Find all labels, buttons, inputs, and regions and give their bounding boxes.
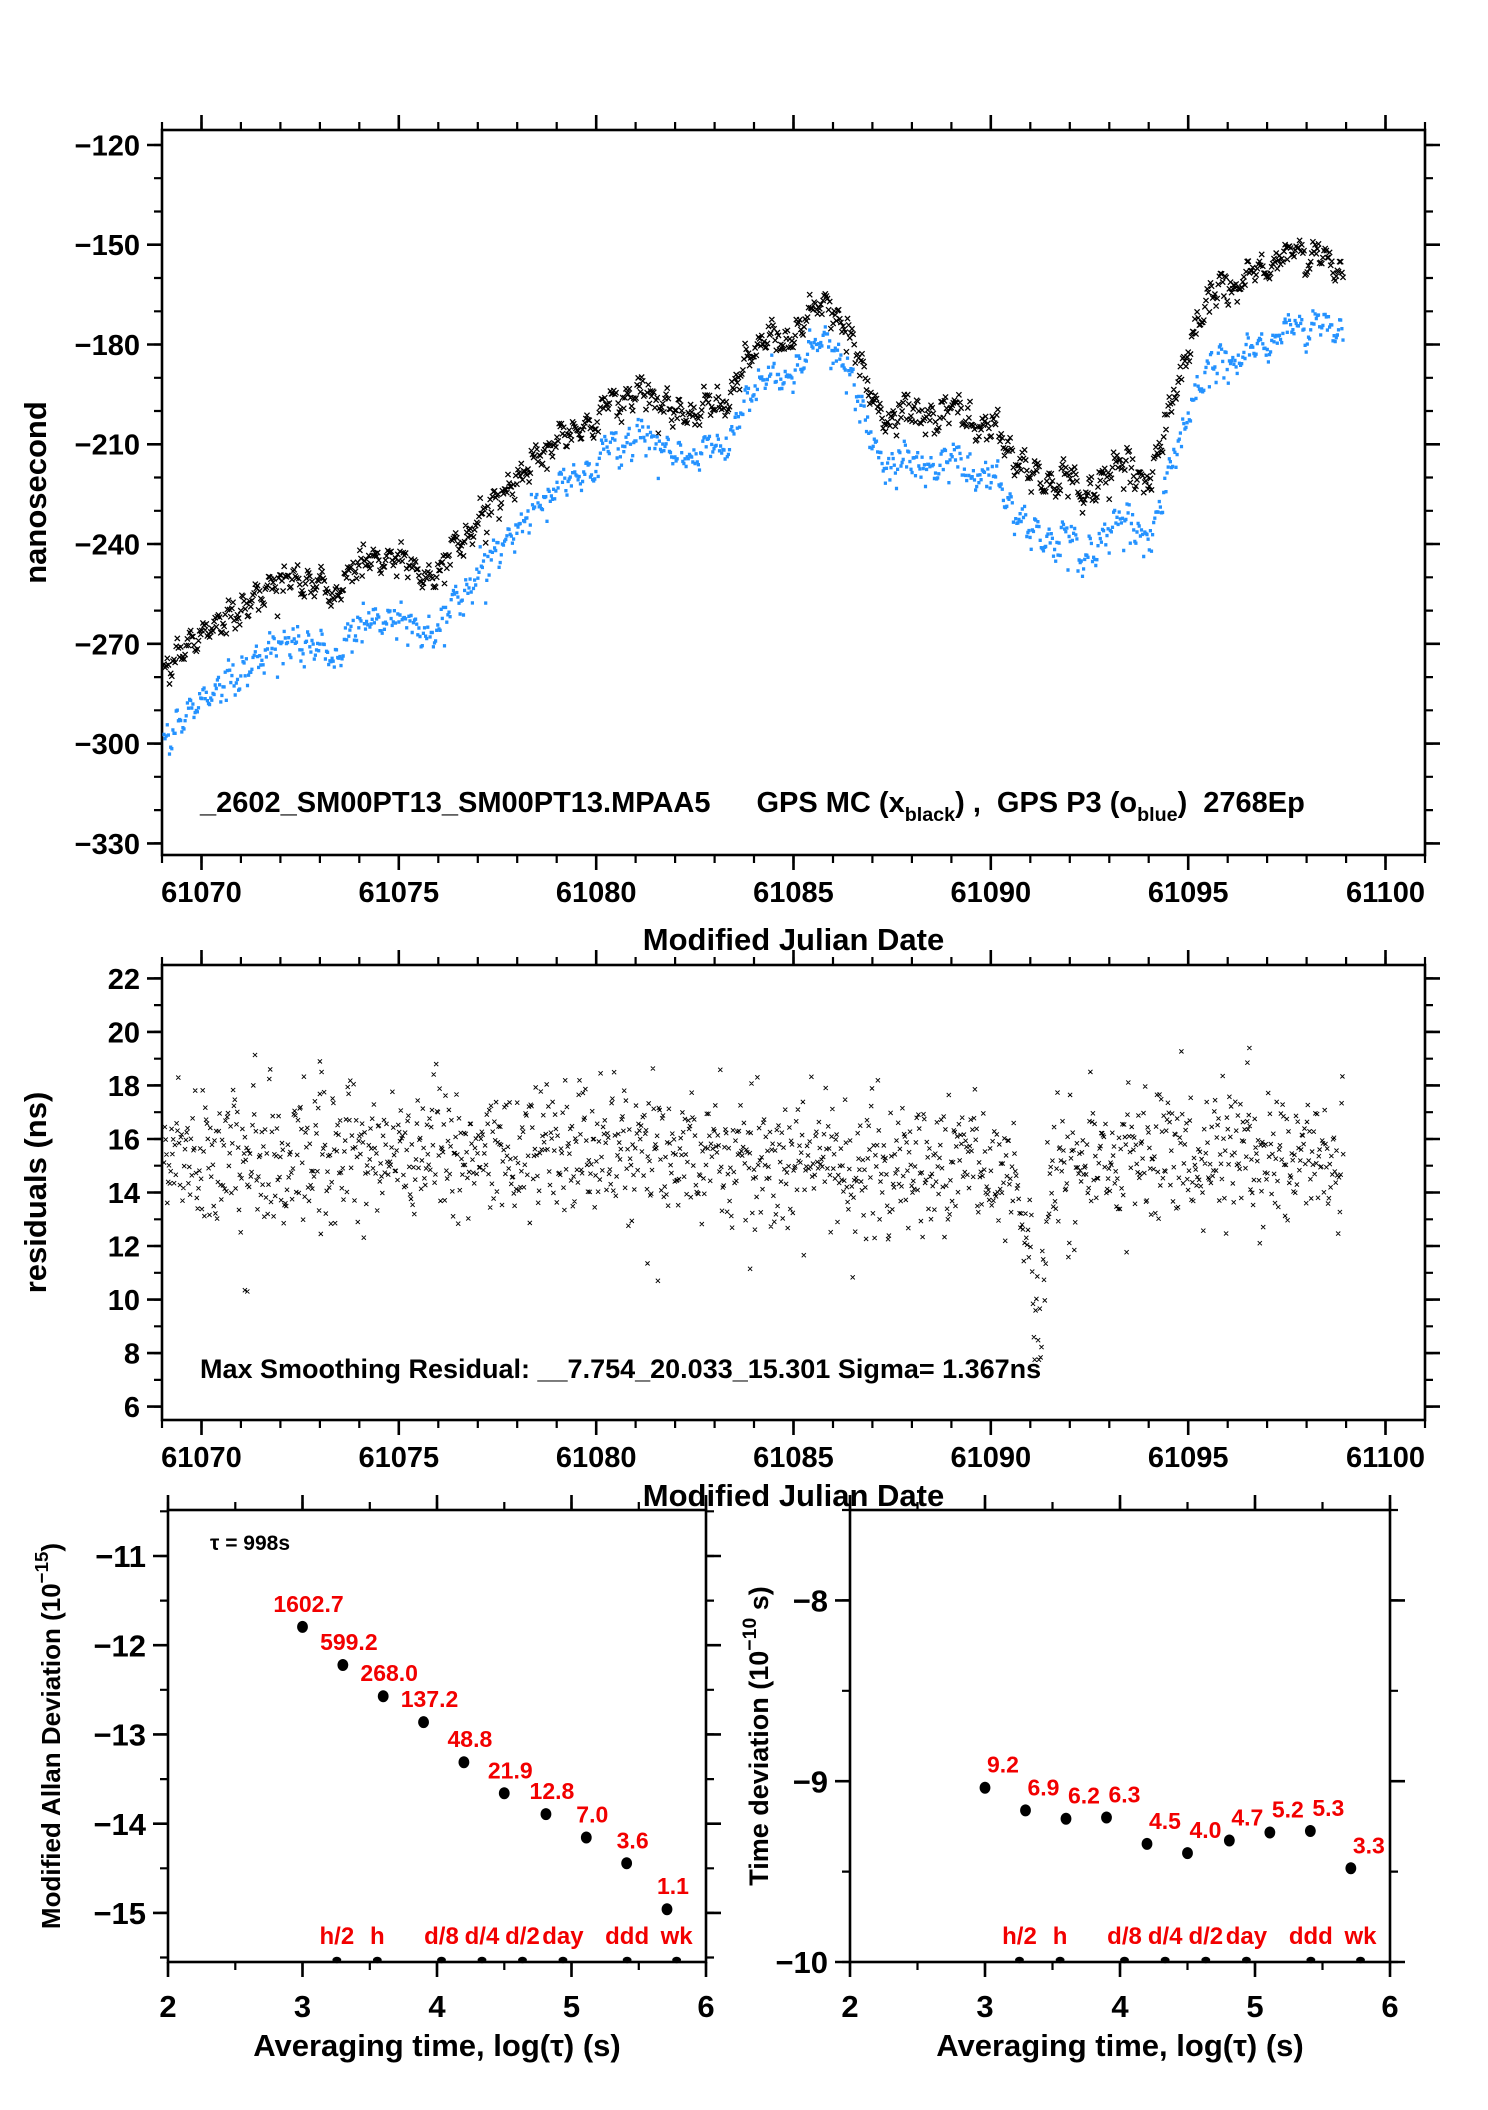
mdev-minor-ticks: [160, 1502, 714, 1970]
tdev-point: [1142, 1838, 1153, 1850]
tdev-point-label: 6.3: [1108, 1781, 1141, 1808]
time-marker-label: wk: [660, 1923, 693, 1950]
phase-minor-ticks: [154, 122, 1433, 863]
time-marker-dot: [478, 1957, 487, 1963]
time-marker-label: d/4: [464, 1923, 500, 1950]
tdev-point-label: 6.9: [1027, 1774, 1060, 1801]
tdev-minor-ticks: [842, 1502, 1398, 1970]
time-marker-label: d/4: [1147, 1923, 1183, 1950]
tdev-point-label: 9.2: [987, 1751, 1019, 1778]
residuals-x-tick-label: 61090: [950, 1442, 1032, 1474]
time-marker-dot: [1161, 1957, 1170, 1963]
tdev-axes: [739, 1495, 1405, 2063]
tdev-panel: [739, 1495, 1405, 2063]
mdev-x-tick-label: 6: [697, 1989, 715, 2024]
time-marker-label: d/2: [505, 1923, 540, 1950]
phase-frame: [162, 130, 1425, 855]
time-marker-label: day: [1225, 1923, 1268, 1950]
tdev-point-label: 4.0: [1189, 1817, 1222, 1844]
tdev-point: [1345, 1862, 1356, 1874]
phase-x-tick-label: 61085: [753, 877, 834, 909]
phase-x-tick-label: 61095: [1147, 877, 1229, 909]
time-marker-label: h/2: [319, 1923, 355, 1950]
residuals-panel: [18, 950, 1440, 1513]
residuals-x-tick-label: 61100: [1346, 1442, 1426, 1474]
time-marker-dot: [623, 1957, 632, 1963]
gps-mc-series: [161, 238, 1345, 687]
mdev-x-tick-label: 3: [293, 1989, 312, 2024]
mdev-major-ticks: [153, 1495, 721, 1977]
tdev-point: [1182, 1847, 1193, 1859]
mdev-point: [499, 1787, 510, 1799]
time-marker-label: wk: [1344, 1923, 1377, 1950]
residuals-annotation: Max Smoothing Residual: __7.754_20.033_15.301 Sigma= 1.367ns: [200, 1354, 1042, 1384]
mdev-point-label: 137.2: [400, 1686, 459, 1713]
time-marker-dot: [1120, 1957, 1129, 1963]
time-marker-label: ddd: [1288, 1923, 1333, 1950]
tdev-point: [1061, 1813, 1072, 1825]
tdev-x-tick-label: 3: [976, 1989, 994, 2024]
phase-y-tick-label: −180: [74, 329, 140, 362]
mdev-x-tick-label: 5: [562, 1989, 581, 2024]
tdev-point: [980, 1782, 991, 1794]
mdev-point: [541, 1808, 552, 1820]
phase-x-tick-label: 61100: [1346, 877, 1426, 909]
mdev-y-axis-title: Modified Allan Deviation $(10^{-15})$: [31, 1542, 66, 1930]
mdev-point-label: 12.8: [529, 1778, 575, 1805]
mdev-panel: [31, 1495, 721, 2063]
time-marker-dot: [1242, 1957, 1251, 1963]
residuals-y-tick-label: 6: [123, 1392, 140, 1425]
mdev-point-label: 268.0: [360, 1660, 418, 1687]
mdev-x-tick-label: 4: [428, 1989, 446, 2024]
mdev-point-label: 21.9: [487, 1757, 533, 1784]
time-marker-dot: [1306, 1957, 1315, 1963]
gps-p3-series: [162, 309, 1344, 756]
time-marker-label: d/2: [1188, 1923, 1224, 1950]
phase-x-tick-label: 61090: [950, 877, 1032, 909]
tdev-x-tick-label: 5: [1246, 1989, 1264, 2024]
time-marker-dot: [373, 1957, 382, 1963]
mdev-point: [337, 1659, 348, 1671]
mdev-y-tick-label: −15: [93, 1896, 146, 1932]
mdev-y-tick-label: −14: [93, 1806, 146, 1842]
time-marker-label: d/8: [424, 1923, 459, 1950]
tdev-y-tick-label: −10: [775, 1945, 828, 1981]
residuals-y-tick-label: 8: [123, 1338, 140, 1371]
time-marker-label: ddd: [605, 1923, 650, 1950]
mdev-point: [581, 1832, 592, 1844]
tdev-point-label: 4.7: [1231, 1804, 1264, 1831]
time-marker-dot: [1201, 1957, 1210, 1963]
phase-axes: [18, 115, 1440, 957]
residuals-y-tick-label: 14: [107, 1177, 140, 1210]
time-marker-dot: [1015, 1957, 1024, 1963]
tdev-x-tick-label: 4: [1111, 1989, 1129, 2024]
phase-major-ticks: [147, 115, 1440, 870]
time-marker-label: day: [542, 1923, 584, 1950]
mdev-point-label: 1602.7: [273, 1590, 344, 1617]
tdev-major-ticks: [835, 1495, 1405, 1977]
tdev-x-tick-label: 6: [1381, 1989, 1399, 2024]
tdev-point: [1305, 1825, 1316, 1837]
time-marker-label: h: [1052, 1923, 1068, 1950]
mdev-tau-annotation: τ = 998s: [210, 1532, 291, 1555]
residuals-x-tick-label: 61070: [161, 1442, 242, 1474]
residuals-x-tick-label: 61095: [1147, 1442, 1229, 1474]
tdev-point-label: 4.5: [1149, 1807, 1181, 1834]
tdev-y-tick-label: −9: [792, 1764, 828, 1800]
residuals-x-tick-label: 61085: [753, 1442, 834, 1474]
tdev-x-axis-title: Averaging time, log(τ) (s): [936, 2028, 1304, 2063]
time-marker-dot: [1056, 1957, 1065, 1963]
tdev-x-tick-label: 2: [841, 1989, 859, 2024]
phase-x-axis-title: Modified Julian Date: [642, 922, 945, 957]
time-marker-label: h: [369, 1923, 385, 1950]
phase-y-axis-title: nanosecond: [18, 401, 53, 584]
mdev-point: [297, 1621, 308, 1633]
phase-y-tick-label: −270: [74, 629, 140, 662]
tdev-point: [1020, 1804, 1031, 1816]
time-marker-label: h/2: [1002, 1923, 1037, 1950]
phase-legend: _2602_SM00PT13_SM00PT13.MPAA5 GPS MC $(x_{black})$ , GPS P3 $(o_{blue})$ 2768Ep: [200, 787, 1305, 826]
phase-panel: [18, 115, 1440, 957]
time-marker-dot: [437, 1957, 446, 1963]
tdev-frame: [850, 1510, 1390, 1962]
tdev-y-tick-label: −8: [792, 1583, 828, 1619]
mdev-axes: [31, 1495, 721, 2063]
mdev-point-label: 3.6: [616, 1827, 649, 1854]
phase-y-tick-label: −150: [74, 230, 140, 263]
tdev-y-axis-title: Time deviation ($10^{-10}$ s): [739, 1586, 774, 1886]
tdev-point: [1224, 1834, 1235, 1846]
residuals-x-tick-label: 61080: [555, 1442, 637, 1474]
phase-y-tick-label: −210: [74, 429, 140, 462]
residuals-axes: [18, 950, 1440, 1513]
residuals-frame: [162, 965, 1425, 1420]
residuals-x-axis-title: Modified Julian Date: [642, 1478, 945, 1513]
tdev-point: [1264, 1827, 1275, 1839]
time-marker-label: d/8: [1107, 1923, 1142, 1950]
phase-x-tick-label: 61080: [555, 877, 637, 909]
mdev-point-label: 1.1: [657, 1873, 689, 1900]
phase-y-tick-label: −330: [74, 828, 140, 861]
residuals-y-tick-label: 16: [107, 1124, 140, 1157]
residuals-y-axis-title: residuals (ns): [18, 1091, 53, 1294]
mdev-y-tick-label: −11: [95, 1539, 146, 1575]
mdev-point-label: 7.0: [576, 1801, 609, 1828]
mdev-point-label: 599.2: [320, 1629, 378, 1656]
phase-y-tick-label: −300: [74, 729, 140, 762]
mdev-point: [378, 1690, 389, 1702]
residuals-y-tick-label: 10: [107, 1284, 140, 1317]
residuals-y-tick-label: 12: [107, 1231, 140, 1264]
tdev-point-label: 3.3: [1352, 1832, 1385, 1859]
time-marker-dot: [559, 1957, 568, 1963]
mdev-x-tick-label: 2: [159, 1989, 177, 2024]
mdev-point: [621, 1857, 632, 1869]
phase-y-tick-label: −120: [74, 130, 140, 163]
phase-y-tick-label: −240: [74, 529, 140, 562]
tdev-point-label: 5.3: [1312, 1795, 1345, 1822]
mdev-x-axis-title: Averaging time, log(τ) (s): [253, 2028, 621, 2063]
mdev-point-label: 48.8: [447, 1726, 493, 1753]
time-marker-dot: [1356, 1957, 1365, 1963]
tdev-point-label: 6.2: [1068, 1782, 1100, 1809]
mdev-y-tick-label: −13: [93, 1717, 146, 1753]
mdev-point: [662, 1903, 673, 1915]
residuals-y-tick-label: 22: [107, 963, 140, 996]
residuals-y-tick-label: 20: [107, 1017, 140, 1050]
time-marker-dot: [672, 1957, 681, 1963]
phase-x-tick-label: 61070: [161, 877, 242, 909]
tdev-point: [1101, 1811, 1112, 1823]
mdev-point: [418, 1716, 429, 1728]
time-marker-dot: [332, 1957, 341, 1963]
tdev-point-label: 5.2: [1271, 1796, 1304, 1823]
mdev-y-tick-label: −12: [93, 1628, 146, 1664]
time-marker-dot: [518, 1957, 527, 1963]
residuals-x-tick-label: 61075: [358, 1442, 440, 1474]
phase-x-tick-label: 61075: [358, 877, 440, 909]
residuals-y-tick-label: 18: [107, 1070, 140, 1103]
mdev-point: [459, 1756, 470, 1768]
residuals-series: [162, 1046, 1345, 1362]
mdev-frame: [168, 1510, 706, 1962]
